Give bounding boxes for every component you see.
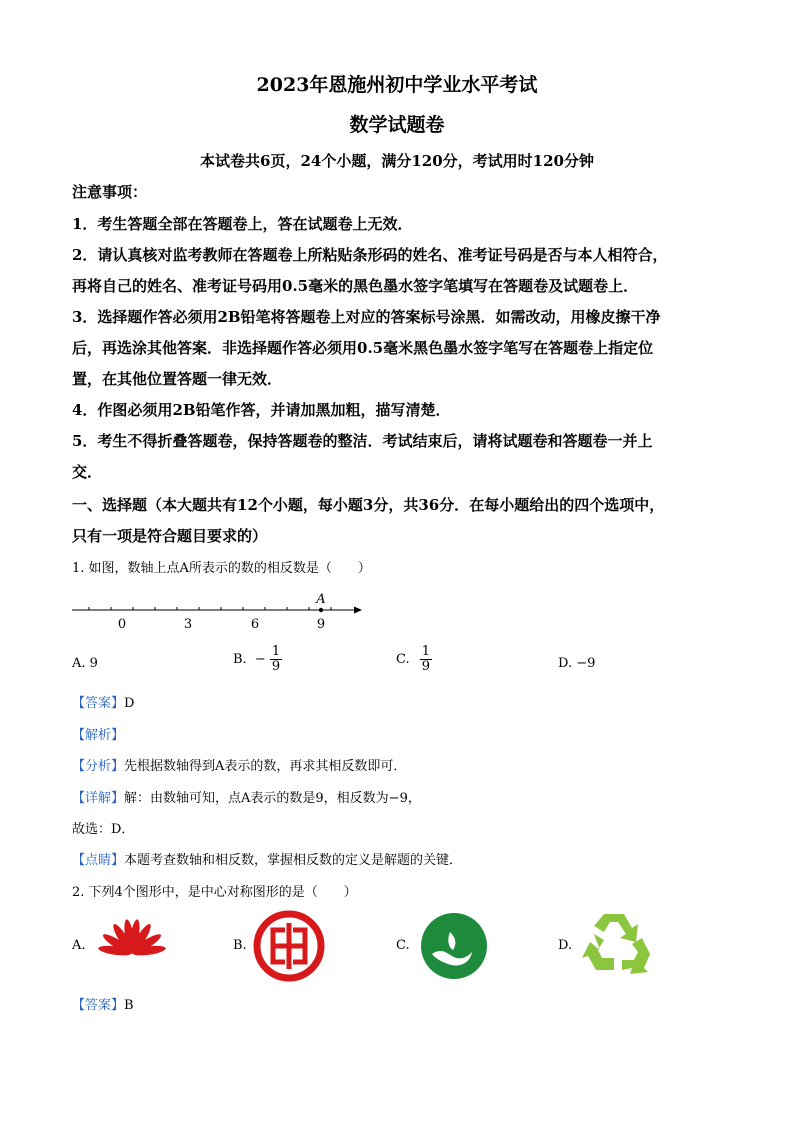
option-label: A. bbox=[72, 938, 86, 953]
option-label: B. bbox=[233, 938, 247, 953]
tick-label: 6 bbox=[250, 617, 260, 632]
water-logo-icon bbox=[420, 912, 488, 980]
point-a-label: A bbox=[316, 592, 326, 607]
question-2-stem: 2. 下列4个图形中，是中心对称图形的是（ ） bbox=[72, 885, 357, 900]
answer-line bbox=[72, 692, 134, 711]
option-d: D. −9 bbox=[558, 656, 596, 671]
denominator: 9 bbox=[421, 659, 431, 674]
note-line: 再将自己的姓名、准考证号码用0.5毫米的黑色墨水签字笔填写在答题卷及试题卷上． bbox=[72, 277, 639, 295]
note-line: 置，在其他位置答题一律无效． bbox=[72, 370, 283, 388]
option-label: C. bbox=[396, 652, 410, 667]
guxuan-line: 故选：D． bbox=[72, 822, 135, 837]
fenxi-text: 先根据数轴得到A表示的数，再求其相反数即可． bbox=[124, 759, 407, 774]
answer-tag: 【答案】 bbox=[72, 998, 125, 1013]
analysis-tag: 【解析】 bbox=[72, 728, 125, 743]
exam-subtitle: 数学试题卷 bbox=[349, 114, 445, 136]
note-line: 交． bbox=[72, 463, 103, 481]
exam-title: 2023年恩施州初中学业水平考试 bbox=[256, 74, 538, 96]
dianjing-text: 本题考查数轴和相反数，掌握相反数的定义是解题的关键． bbox=[124, 853, 463, 868]
notes-heading: 注意事项： bbox=[72, 183, 148, 201]
fraction bbox=[420, 645, 432, 674]
option-b bbox=[233, 645, 282, 674]
xiangjie-line bbox=[72, 787, 421, 806]
analysis-line bbox=[72, 724, 124, 743]
dianjing-line bbox=[72, 849, 462, 868]
option-label: D. bbox=[558, 938, 573, 953]
recycle-icon bbox=[580, 910, 652, 976]
option-label: C. bbox=[396, 938, 410, 953]
numerator: 1 bbox=[271, 644, 281, 659]
option-a: A. 9 bbox=[72, 656, 98, 671]
huawei-logo-icon bbox=[90, 913, 174, 975]
note-line: 2．请认真核对监考教师在答题卷上所粘贴条形码的姓名、准考证号码是否与本人相符合， bbox=[72, 246, 668, 264]
answer-tag: 【答案】 bbox=[72, 696, 125, 711]
fraction bbox=[270, 645, 282, 674]
note-line: 5．考生不得折叠答题卷，保持答题卷的整洁．考试结束后，请将试题卷和答题卷一并上 bbox=[72, 432, 653, 450]
note-line: 3．选择题作答必须用2B铅笔将答题卷上对应的答案标号涂黑．如需改动，用橡皮擦干净 bbox=[72, 308, 661, 326]
denominator: 9 bbox=[271, 659, 281, 674]
fenxi-line bbox=[72, 755, 406, 774]
answer-value: D bbox=[124, 696, 135, 711]
dianjing-tag: 【点睛】 bbox=[72, 853, 125, 868]
point-a-dot bbox=[319, 608, 323, 612]
tick-label: 0 bbox=[117, 617, 127, 632]
numerator: 1 bbox=[421, 644, 431, 659]
note-line: 4．作图必须用2B铅笔作答，并请加黑加粗，描写清楚． bbox=[72, 401, 451, 419]
arrow-right-icon bbox=[354, 607, 362, 614]
exam-info: 本试卷共6页，24个小题，满分120分，考试用时120分钟 bbox=[200, 152, 594, 170]
tick-label: 9 bbox=[316, 617, 326, 632]
tick-label: 3 bbox=[183, 617, 193, 632]
fenxi-tag: 【分析】 bbox=[72, 759, 125, 774]
option-c bbox=[396, 645, 432, 674]
question-1-stem: 1. 如图，数轴上点A所表示的数的相反数是（ ） bbox=[72, 561, 371, 576]
section-heading-cont: 只有一项是符合题目要求的） bbox=[72, 527, 268, 545]
answer-line bbox=[72, 994, 134, 1013]
minus-sign: − bbox=[254, 652, 266, 667]
icbc-logo-icon bbox=[253, 910, 325, 982]
number-line-figure bbox=[70, 590, 370, 635]
answer-value: B bbox=[124, 998, 134, 1013]
xiangjie-tag: 【详解】 bbox=[72, 791, 125, 806]
section-heading: 一、选择题（本大题共有12个小题，每小题3分，共36分．在每小题给出的四个选项中， bbox=[72, 496, 665, 514]
note-line: 后，再选涂其他答案．非选择题作答必须用0.5毫米黑色墨水签字笔写在答题卷上指定位 bbox=[72, 339, 654, 357]
note-line: 1．考生答题全部在答题卷上，答在试题卷上无效． bbox=[72, 215, 413, 233]
option-label: B. bbox=[233, 652, 247, 667]
xiangjie-text: 解：由数轴可知，点A表示的数是9，相反数为−9， bbox=[124, 791, 421, 806]
